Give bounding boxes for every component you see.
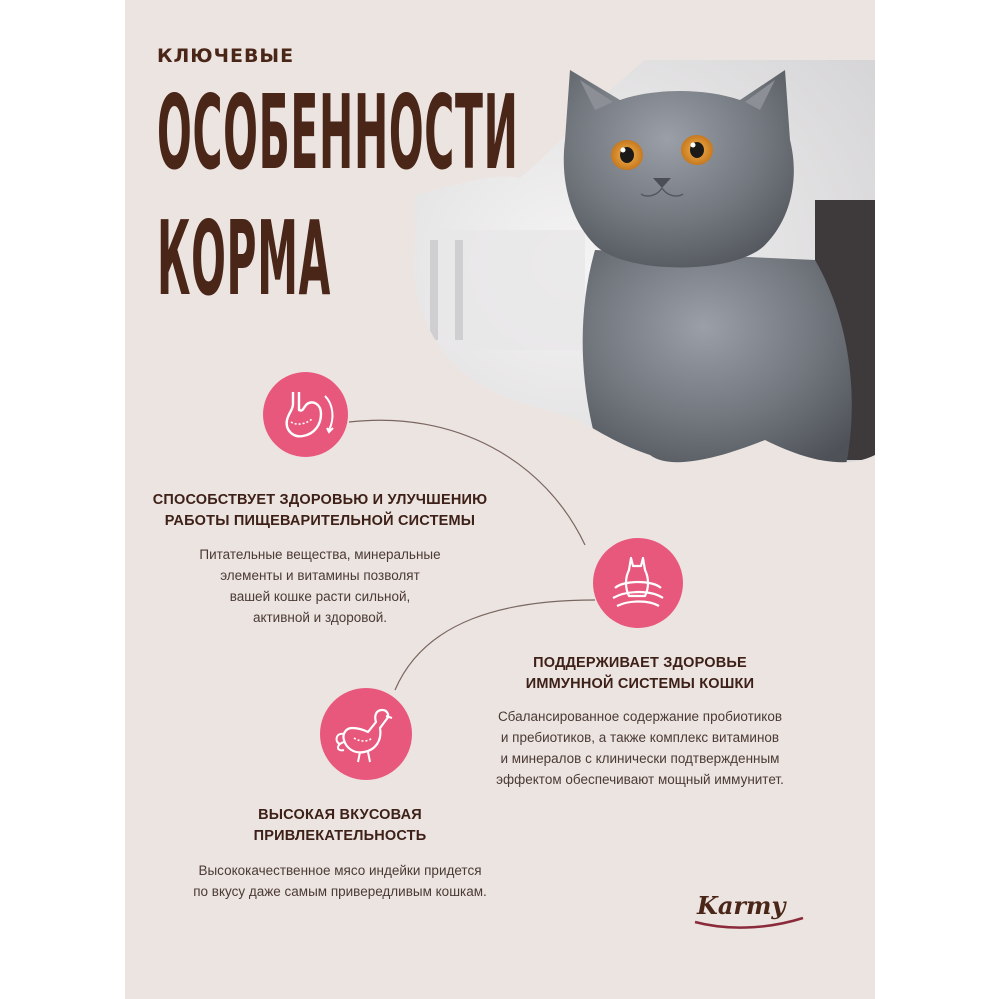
- feature-3-title: [185, 805, 495, 847]
- feature-2-title-line-1: ПОДДЕРЖИВАЕТ ЗДОРОВЬЕ: [533, 655, 747, 671]
- feature-3-title-line-2: ПРИВЛЕКАТЕЛЬНОСТЬ: [253, 828, 427, 844]
- header-kicker: КЛЮЧЕВЫЕ: [157, 45, 295, 67]
- feature-1-title-line-2: РАБОТЫ ПИЩЕВАРИТЕЛЬНОЙ СИСТЕМЫ: [164, 513, 476, 529]
- feature-3-badge: [320, 688, 412, 780]
- brand-logo-text: Karmy: [697, 891, 786, 920]
- feature-2-text: [465, 706, 815, 790]
- feature-2-badge: [593, 538, 683, 628]
- infographic-card: [125, 0, 875, 999]
- feature-3-title-line-1: ВЫСОКАЯ ВКУСОВАЯ: [258, 807, 422, 823]
- feature-1-title-line-1: СПОСОБСТВУЕТ ЗДОРОВЬЮ И УЛУЧШЕНИЮ: [152, 492, 488, 508]
- turkey-icon: [320, 688, 412, 780]
- feature-2-text-line-2: и пребиотиков, а также комплекс витаминов: [500, 730, 780, 745]
- feature-1-title: [135, 490, 505, 532]
- feature-2-text-line-3: и минералов с клинически подтвержденным: [500, 751, 780, 766]
- feature-3-text: [165, 860, 515, 902]
- feature-3-text-line-2: по вкусу даже самым привередливым кошкам.: [193, 884, 487, 899]
- karmy-logo: [685, 878, 810, 938]
- feature-2-title-line-2: ИММУННОЙ СИСТЕМЫ КОШКИ: [525, 676, 755, 692]
- feature-1-text-line-3: вашей кошке расти сильной,: [229, 589, 411, 604]
- feature-1-badge: [263, 372, 348, 457]
- feature-2-title: [455, 653, 825, 695]
- feature-1-text: [155, 544, 485, 628]
- stomach-icon: [263, 372, 348, 457]
- feature-1-text-line-2: элементы и витамины позволят: [220, 568, 420, 583]
- feature-2-text-line-1: Сбалансированное содержание пробиотиков: [497, 709, 783, 724]
- headline-line-2: КОРМА: [157, 198, 331, 319]
- feature-1-text-line-4: активной и здоровой.: [252, 610, 388, 625]
- feature-2-text-line-4: эффектом обеспечивают мощный иммунитет.: [496, 772, 784, 787]
- feature-3-text-line-1: Высококачественное мясо индейки придется: [198, 863, 482, 878]
- cat-shield-icon: [593, 538, 683, 628]
- headline-line-1: ОСОБЕННОСТИ: [157, 72, 519, 193]
- feature-1-text-line-1: Питательные вещества, минеральные: [199, 547, 441, 562]
